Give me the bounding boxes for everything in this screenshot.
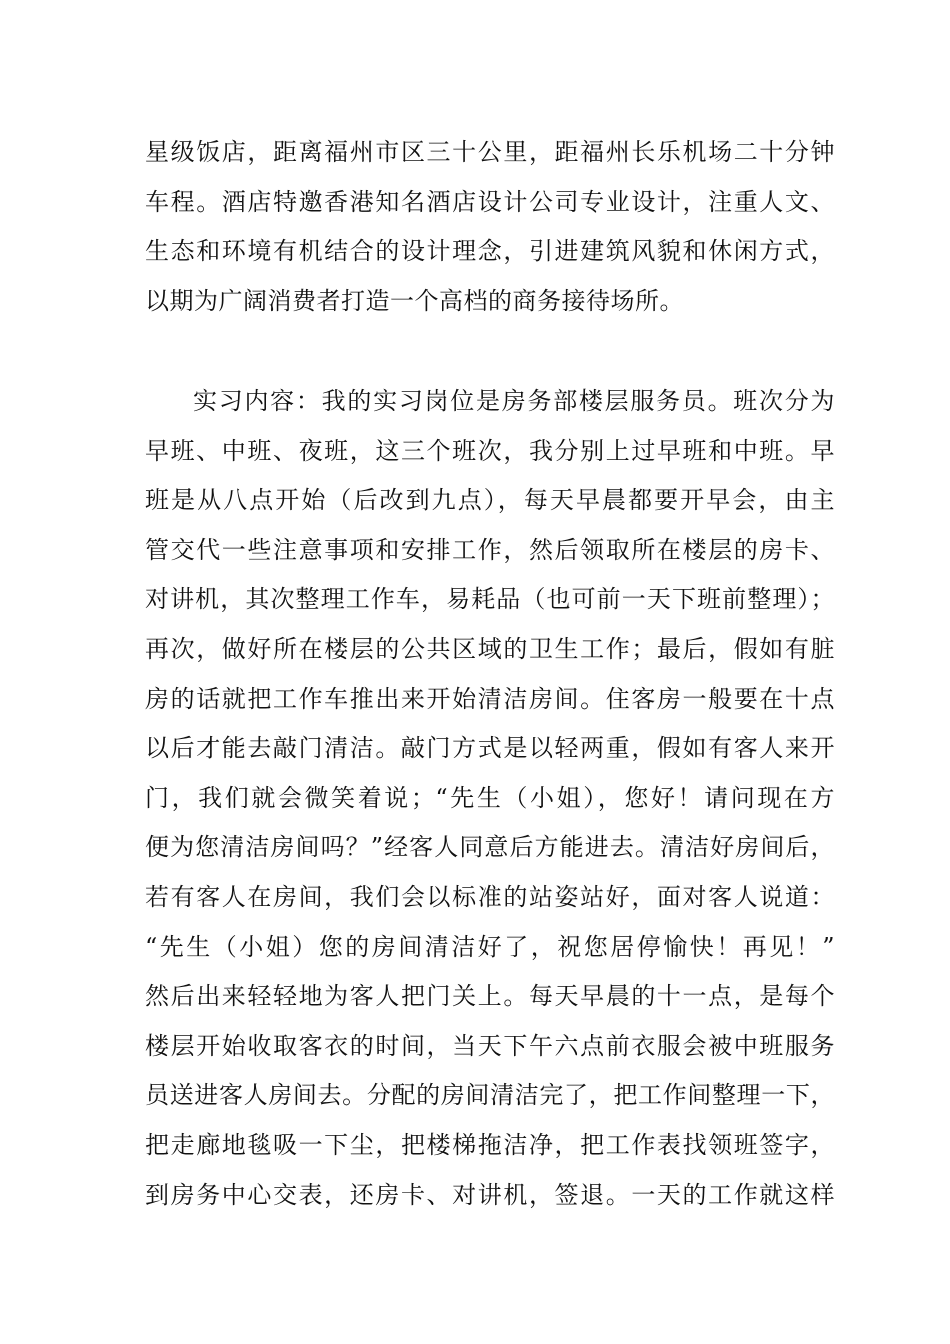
text-line: 班是从八点开始（后改到九点），每天早晨都要开早会，由主 xyxy=(145,486,835,515)
text-line: 到房务中心交表，还房卡、对讲机，签退。一天的工作就这样 xyxy=(145,1180,835,1209)
text-line: 房的话就把工作车推出来开始清洁房间。住客房一般要在十点 xyxy=(145,684,835,713)
text-line: 再次，做好所在楼层的公共区域的卫生工作；最后，假如有脏 xyxy=(145,634,835,663)
paragraph-internship-content xyxy=(145,377,835,1220)
text-line: 车程。酒店特邀香港知名酒店设计公司专业设计，注重人文、 xyxy=(145,187,835,216)
text-line: 门，我们就会微笑着说；“先生（小姐），您好！请问现在方 xyxy=(145,783,835,812)
text-line: “先生（小姐）您的房间清洁好了，祝您居停愉快！再见！” xyxy=(145,932,835,961)
text-line: 若有客人在房间，我们会以标准的站姿站好，面对客人说道： xyxy=(145,882,835,911)
text-line: 管交代一些注意事项和安排工作，然后领取所在楼层的房卡、 xyxy=(145,535,835,564)
text-line: 然后出来轻轻地为客人把门关上。每天早晨的十一点，是每个 xyxy=(145,982,835,1011)
text-line: 便为您清洁房间吗？”经客人同意后方能进去。清洁好房间后， xyxy=(145,833,835,862)
text-line: 楼层开始收取客衣的时间，当天下午六点前衣服会被中班服务 xyxy=(145,1031,835,1060)
text-line: 以期为广阔消费者打造一个高档的商务接待场所。 xyxy=(145,286,684,315)
text-line: 对讲机，其次整理工作车，易耗品（也可前一天下班前整理）； xyxy=(145,585,835,614)
text-line: 员送进客人房间去。分配的房间清洁完了，把工作间整理一下， xyxy=(145,1081,835,1110)
text-line: 星级饭店，距离福州市区三十公里，距福州长乐机场二十分钟 xyxy=(145,138,835,166)
text-line: 以后才能去敲门清洁。敲门方式是以轻两重，假如有客人来开 xyxy=(145,734,835,763)
text-line: 把走廊地毯吸一下尘，把楼梯拖洁净，把工作表找领班签字， xyxy=(145,1130,835,1159)
text-line: 实习内容：我的实习岗位是房务部楼层服务员。班次分为 xyxy=(193,387,835,415)
text-line: 早班、中班、夜班，这三个班次，我分别上过早班和中班。早 xyxy=(145,436,835,465)
paragraph-hotel-intro xyxy=(145,128,835,326)
text-line: 生态和环境有机结合的设计理念，引进建筑风貌和休闲方式， xyxy=(145,237,835,266)
